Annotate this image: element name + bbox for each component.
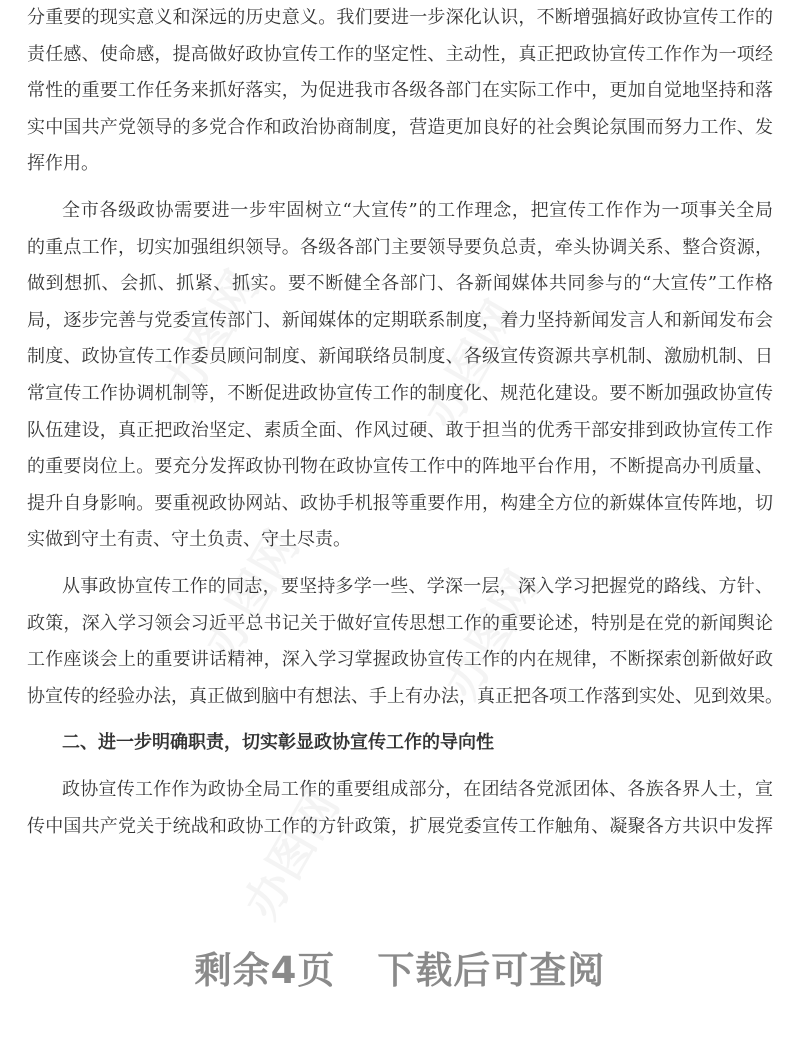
paragraph-line: 常宣传工作协调机制等，不断促进政协宣传工作的制度化、规范化建设。要不断加强政协宣传 <box>27 383 773 404</box>
download-prompt[interactable] <box>0 940 800 994</box>
paragraph-line: 全市各级政协需要进一步牢固树立“大宣传”的工作理念，把宣传工作作为一项事关全局 <box>62 200 773 221</box>
paragraph-line: 挥作用。 <box>27 153 99 175</box>
paragraph-line: 制度、政协宣传工作委员顾问制度、新闻联络员制度、各级宣传资源共享机制、激励机制、日 <box>27 346 773 368</box>
remaining-pages-label: 剩余4页 <box>194 949 336 992</box>
paragraph-line: 传中国共产党关于统战和政协工作的方针政策，扩展党委宣传工作触角、凝聚各方共识中发挥 <box>27 815 773 837</box>
section-heading: 二、进一步明确职责，切实彰显政协宣传工作的导向性 <box>62 732 494 754</box>
paragraph-line: 队伍建设，真正把政治坚定、素质全面、作风过硬、敢于担当的优秀干部安排到政协宣传工作 <box>27 419 773 441</box>
paragraph-line: 协宣传的经验办法，真正做到脑中有想法、手上有办法，真正把各项工作落到实处、见到效果。 <box>27 685 783 707</box>
paragraph-line: 的重要岗位上。要充分发挥政协刊物在政协宣传工作中的阵地平台作用，不断提高办刊质量、 <box>27 456 773 478</box>
paragraph-line: 做到想抓、会抓、抓紧、抓实。要不断健全各部门、各新闻媒体共同参与的“大宣传”工作格 <box>27 273 773 295</box>
paragraph-line: 从事政协宣传工作的同志，要坚持多学一些、学深一层，深入学习把握党的路线、方针、 <box>62 576 773 597</box>
paragraph-line: 政协宣传工作作为政协全局工作的重要组成部分，在团结各党派团体、各族各界人士，宣 <box>62 779 773 800</box>
download-to-view-label[interactable]: 下载后可查阅 <box>377 949 606 992</box>
paragraph-line: 常性的重要工作任务来抓好落实，为促进我市各级各部门在实际工作中，更加自觉地坚持和落 <box>27 80 773 102</box>
paragraph-line: 实做到守土有责、守土负责、守土尽责。 <box>27 529 351 551</box>
paragraph-line: 工作座谈会上的重要讲话精神，深入学习掌握政协宣传工作的内在规律，不断探索创新做好政 <box>27 649 773 671</box>
paragraph-line: 实中国共产党领导的多党合作和政治协商制度，营造更加良好的社会舆论氛围而努力工作、发 <box>27 116 773 138</box>
paragraph-line: 责任感、使命感，提高做好政协宣传工作的坚定性、主动性，真正把政协宣传工作作为一项经 <box>27 43 773 65</box>
paragraph-line: 的重点工作，切实加强组织领导。各级各部门主要领导要负总责，牵头协调关系、整合资源， <box>27 236 773 258</box>
paragraph-line: 分重要的现实意义和深远的历史意义。我们要进一步深化认识，不断增强搞好政协宣传工作的 <box>27 7 773 28</box>
paragraph-line: 提升自身影响。要重视政协网站、政协手机报等重要作用，构建全方位的新媒体宣传阵地，切 <box>27 492 773 514</box>
paragraph-line: 政策，深入学习领会习近平总书记关于做好宣传思想工作的重要论述，特别是在党的新闻舆论 <box>27 612 773 634</box>
paragraph-line: 局，逐步完善与党委宣传部门、新闻媒体的定期联系制度，着力坚持新闻发言人和新闻发布会 <box>27 309 773 331</box>
